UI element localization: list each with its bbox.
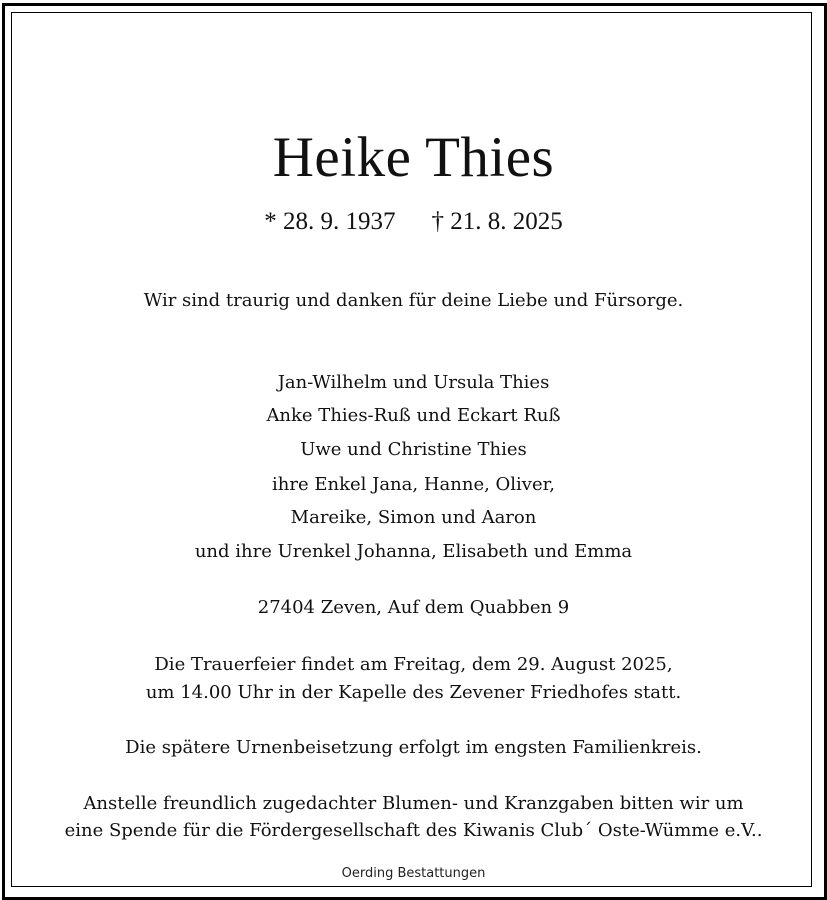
mourner-line: Uwe und Christine Thies bbox=[300, 439, 527, 460]
life-dates bbox=[0, 208, 827, 236]
donation-line: Anstelle freundlich zugedachter Blumen- und Kranzgaben bitten wir um bbox=[83, 793, 744, 814]
service-line: um 14.00 Uhr in der Kapelle des Zevener Friedhofes statt. bbox=[145, 682, 682, 703]
donation-line: eine Spende für die Fördergesellschaft des Kiwanis Club´ Oste-Wümme e.V.. bbox=[64, 820, 763, 841]
service-line: Die Trauerfeier findet am Freitag, dem 29. August 2025, bbox=[154, 654, 673, 675]
address-text: 27404 Zeven, Auf dem Quabben 9 bbox=[257, 597, 570, 618]
funeral-home-name: Oerding Bestattungen bbox=[341, 866, 486, 881]
death-date: † 21. 8. 2025 bbox=[431, 208, 563, 235]
mourner-line: Mareike, Simon und Aaron bbox=[290, 507, 537, 528]
mourner-line: und ihre Urenkel Johanna, Elisabeth und Emma bbox=[194, 541, 633, 562]
mourner-line: ihre Enkel Jana, Hanne, Oliver, bbox=[272, 474, 555, 495]
mourner-line: Jan-Wilhelm und Ursula Thies bbox=[277, 372, 550, 393]
motto-text: Wir sind traurig und danken für deine Liebe und Fürsorge. bbox=[143, 290, 684, 311]
birth-date: * 28. 9. 1937 bbox=[264, 208, 396, 235]
deceased-name: Heike Thies bbox=[272, 126, 555, 189]
burial-text: Die spätere Urnenbeisetzung erfolgt im engsten Familienkreis. bbox=[125, 737, 702, 758]
mourner-line: Anke Thies-Ruß und Eckart Ruß bbox=[266, 405, 561, 426]
